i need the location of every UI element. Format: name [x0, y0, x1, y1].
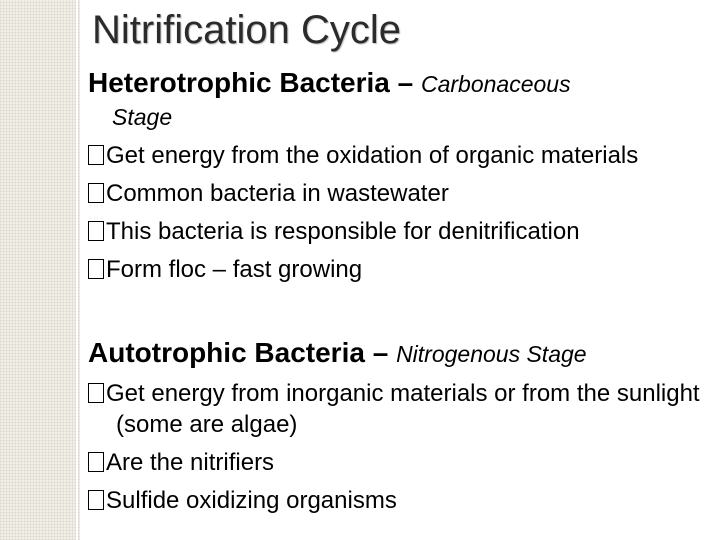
bullet-item: [88, 140, 700, 171]
autotrophic-section: [88, 336, 700, 516]
bullet-item: [88, 485, 700, 516]
bullet-text: Form floc – fast growing: [106, 256, 363, 283]
heterotrophic-heading-sub: Carbonaceous: [421, 71, 571, 97]
heterotrophic-section: [88, 66, 700, 285]
heterotrophic-heading-cont: Stage: [112, 104, 173, 130]
bullet-item: [88, 378, 700, 440]
bullet-item: [88, 447, 700, 478]
bullet-text: Get energy from the oxidation of organic materials: [106, 142, 639, 169]
bullet-text: Sulfide oxidizing organisms: [106, 487, 397, 514]
bullet-text: This bacteria is responsible for denitrification: [106, 218, 580, 245]
autotrophic-heading-main: Autotrophic Bacteria –: [88, 337, 397, 368]
heterotrophic-heading: [88, 66, 700, 101]
bullet-box-icon: [88, 383, 104, 403]
bullet-text: Get energy from inorganic materials or from the sunlight (some are algae): [106, 380, 700, 438]
bullet-box-icon: [88, 145, 104, 165]
heterotrophic-heading-main: Heterotrophic Bacteria –: [88, 67, 421, 98]
bullet-item: [88, 254, 700, 285]
bullet-box-icon: [88, 452, 104, 472]
side-divider: [76, 0, 78, 540]
bullet-box-icon: [88, 490, 104, 510]
bullet-text: Common bacteria in wastewater: [106, 180, 449, 207]
autotrophic-heading: [88, 336, 700, 371]
slide-title: Nitrification Cycle: [92, 8, 401, 52]
autotrophic-heading-sub: Nitrogenous Stage: [396, 341, 587, 367]
bullet-box-icon: [88, 221, 104, 241]
side-texture-band: [0, 0, 80, 540]
bullet-box-icon: [88, 183, 104, 203]
bullet-item: [88, 216, 700, 247]
bullet-text: Are the nitrifiers: [106, 449, 275, 476]
bullet-item: [88, 178, 700, 209]
bullet-box-icon: [88, 259, 104, 279]
